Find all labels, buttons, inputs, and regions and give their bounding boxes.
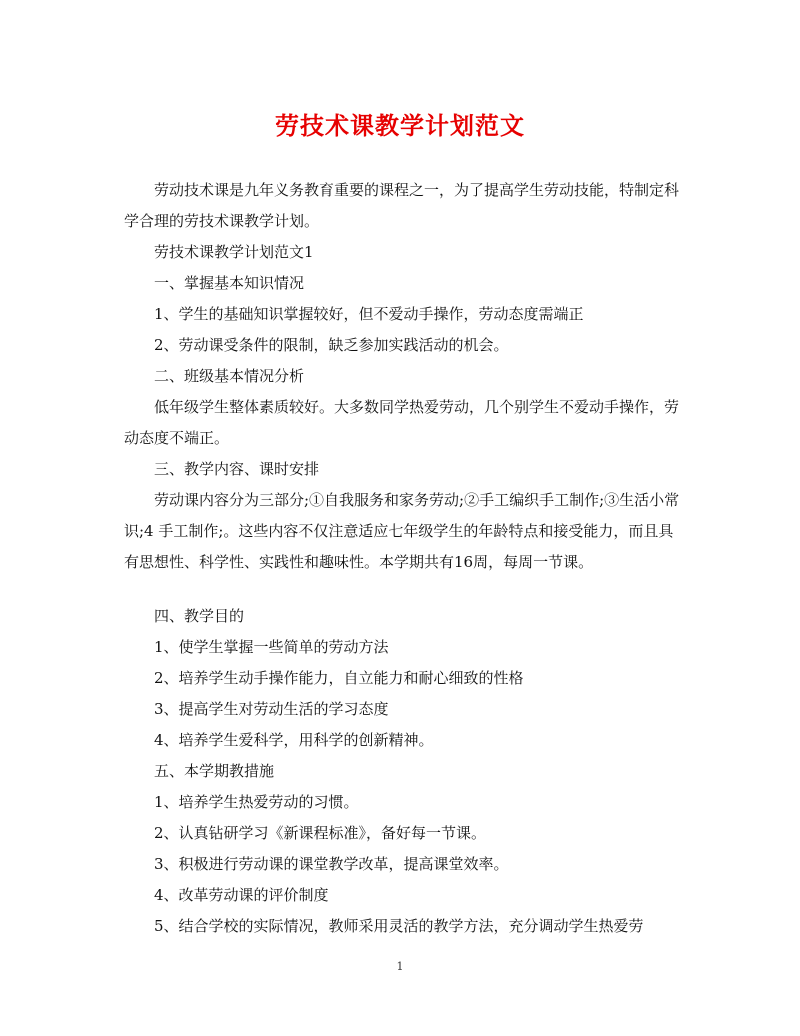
measure-item-5: 5、结合学校的实际情况，教师采用灵活的教学方法，充分调动学生热爱劳 xyxy=(154,917,644,935)
class-analysis-paragraph: 低年级学生整体素质较好。大多数同学热爱劳动，几个别学生不爱动手操作，劳动态度不端正。 xyxy=(124,398,680,447)
measure-item-2: 2、认真钻研学习《新课程标准》，备好每一节课。 xyxy=(154,824,487,842)
section-subtitle: 劳技术课教学计划范文1 xyxy=(154,243,314,261)
heading-knowledge: 一、掌握基本知识情况 xyxy=(154,274,305,292)
document-title: 劳技术课教学计划范文 xyxy=(275,111,525,140)
goal-item-3: 3、提高学生对劳动生活的学习态度 xyxy=(154,700,389,718)
knowledge-item-2: 2、劳动课受条件的限制，缺乏参加实践活动的机会。 xyxy=(154,336,509,354)
knowledge-item-1: 1、学生的基础知识掌握较好，但不爱动手操作，劳动态度需端正 xyxy=(154,305,584,323)
measure-item-3: 3、积极进行劳动课的课堂教学改革，提高课堂效率。 xyxy=(154,855,509,873)
measure-item-1: 1、培养学生热爱劳动的习惯。 xyxy=(154,793,359,811)
page-number: 1 xyxy=(396,960,404,973)
goal-item-1: 1、使学生掌握一些简单的劳动方法 xyxy=(154,638,389,656)
heading-goals: 四、教学目的 xyxy=(154,607,245,625)
heading-class-analysis: 二、班级基本情况分析 xyxy=(154,367,305,385)
intro-paragraph: 劳动技术课是九年义务教育重要的课程之一，为了提高学生劳动技能，特制定科学合理的劳技术课教学计划。 xyxy=(124,181,680,230)
goal-item-2: 2、培养学生动手操作能力，自立能力和耐心细致的性格 xyxy=(154,669,524,687)
measure-item-4: 4、改革劳动课的评价制度 xyxy=(154,886,329,904)
content-schedule-paragraph: 劳动课内容分为三部分;①自我服务和家务劳动;②手工编织手工制作;③生活小常识;4 手工制作;。这些内容不仅注意适应七年级学生的年龄特点和接受能力，而且具有思想性、科学性、实践性和趣味性。本学期共有16周，每周一节课。 xyxy=(124,491,680,571)
heading-content-schedule: 三、教学内容、课时安排 xyxy=(154,460,320,478)
heading-measures: 五、本学期教措施 xyxy=(154,762,275,780)
goal-item-4: 4、培养学生爱科学，用科学的创新精神。 xyxy=(154,731,434,749)
